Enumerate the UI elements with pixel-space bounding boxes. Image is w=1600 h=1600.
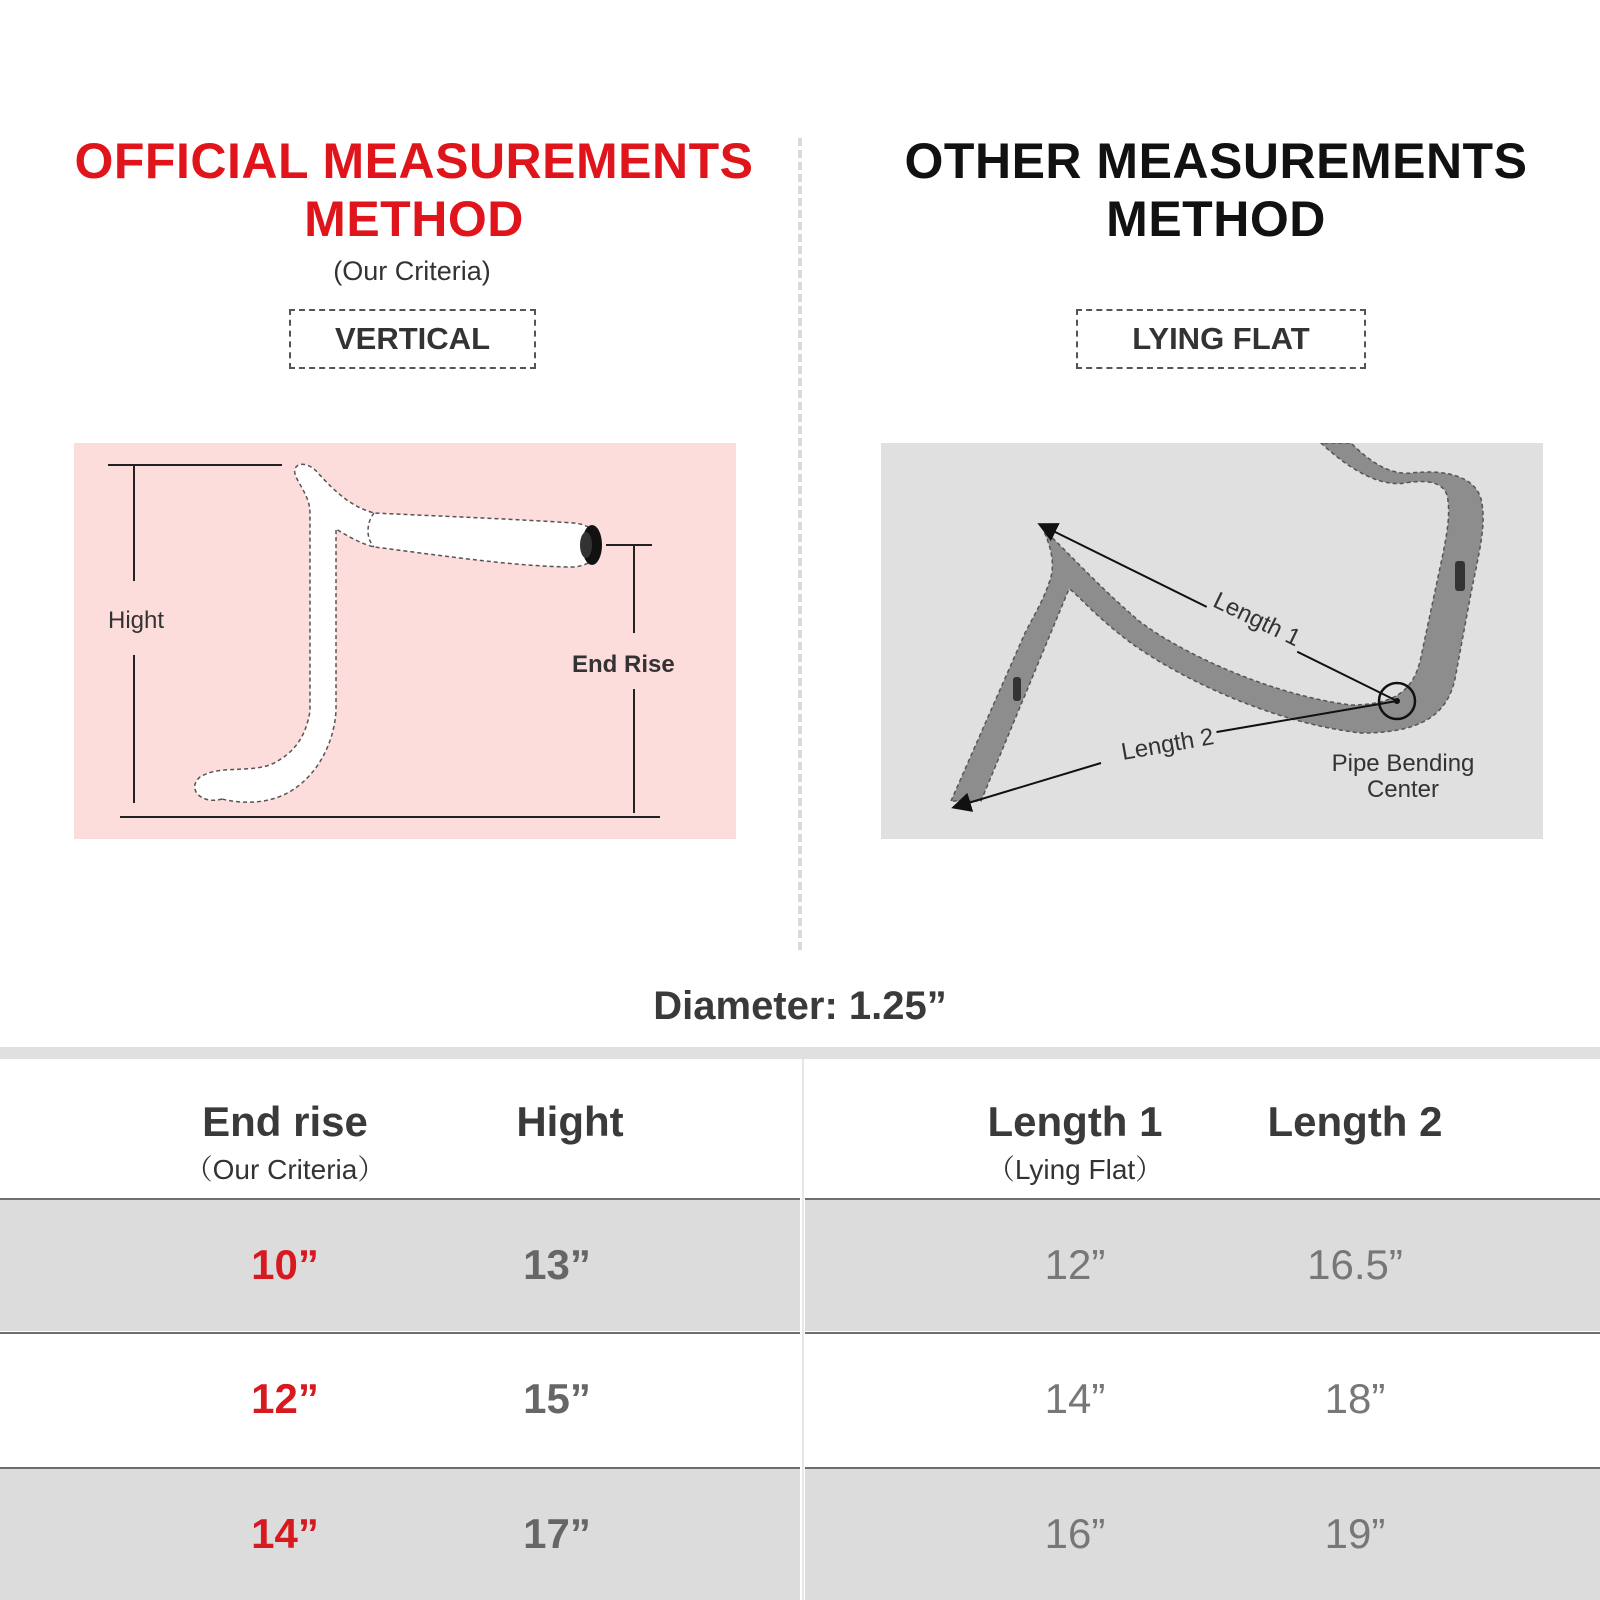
length1-label: Length 1: [1205, 585, 1308, 655]
other-method-heading: [836, 132, 1596, 248]
end-rise-label: End Rise: [572, 651, 675, 678]
length2-cell: 18”: [1324, 1375, 1386, 1422]
other-heading-line1: OTHER MEASUREMENTS: [904, 133, 1528, 189]
table-row: [0, 1467, 1600, 1600]
end-rise-subheader: （Our Criteria）: [184, 1154, 386, 1185]
center-divider: [798, 138, 802, 950]
end-rise-cell: 12”: [251, 1375, 319, 1422]
our-criteria-note: (Our Criteria): [333, 256, 491, 286]
height-cell: 13”: [523, 1241, 591, 1288]
vertical-diagram-panel: [74, 443, 736, 839]
pipe-bending-center-line2: Center: [1366, 776, 1440, 803]
height-header: Hight: [516, 1098, 624, 1145]
length1-cell: 12”: [1044, 1241, 1106, 1288]
length2-cell: 19”: [1324, 1510, 1386, 1557]
vertical-handlebar-illustration: [74, 443, 736, 839]
pipe-bending-center-line1: Pipe Bending: [1331, 750, 1475, 777]
end-rise-header: End rise: [202, 1098, 368, 1145]
official-heading-line1: OFFICIAL MEASUREMENTS: [74, 133, 754, 189]
height-cell: 17”: [523, 1510, 591, 1557]
length2-label: Length 2: [1115, 722, 1220, 767]
table-top-bar: [0, 1047, 1600, 1059]
length2-cell: 16.5”: [1307, 1241, 1403, 1288]
length1-cell: 14”: [1044, 1375, 1106, 1422]
lying-flat-tag: LYING FLAT: [1076, 309, 1366, 369]
length1-subheader: （Lying Flat）: [986, 1154, 1164, 1185]
official-heading-line2: METHOD: [304, 191, 524, 247]
length1-header: Length 1: [987, 1098, 1163, 1145]
end-rise-cell: 14”: [251, 1510, 319, 1557]
vertical-tag: VERTICAL: [289, 309, 536, 369]
lying-flat-diagram-panel: [881, 443, 1543, 839]
length1-cell: 16”: [1044, 1510, 1106, 1557]
length2-header: Length 2: [1267, 1098, 1443, 1145]
height-cell: 15”: [523, 1375, 591, 1422]
other-heading-line2: METHOD: [1106, 191, 1326, 247]
height-label: Hight: [108, 607, 165, 634]
pipe-bending-center-label: [1313, 751, 1493, 803]
diameter-label: Diameter: 1.25”: [653, 984, 947, 1028]
table-row: [0, 1332, 1600, 1465]
official-method-heading: [34, 132, 794, 248]
end-rise-cell: 10”: [251, 1241, 319, 1288]
table-row: [0, 1198, 1600, 1331]
